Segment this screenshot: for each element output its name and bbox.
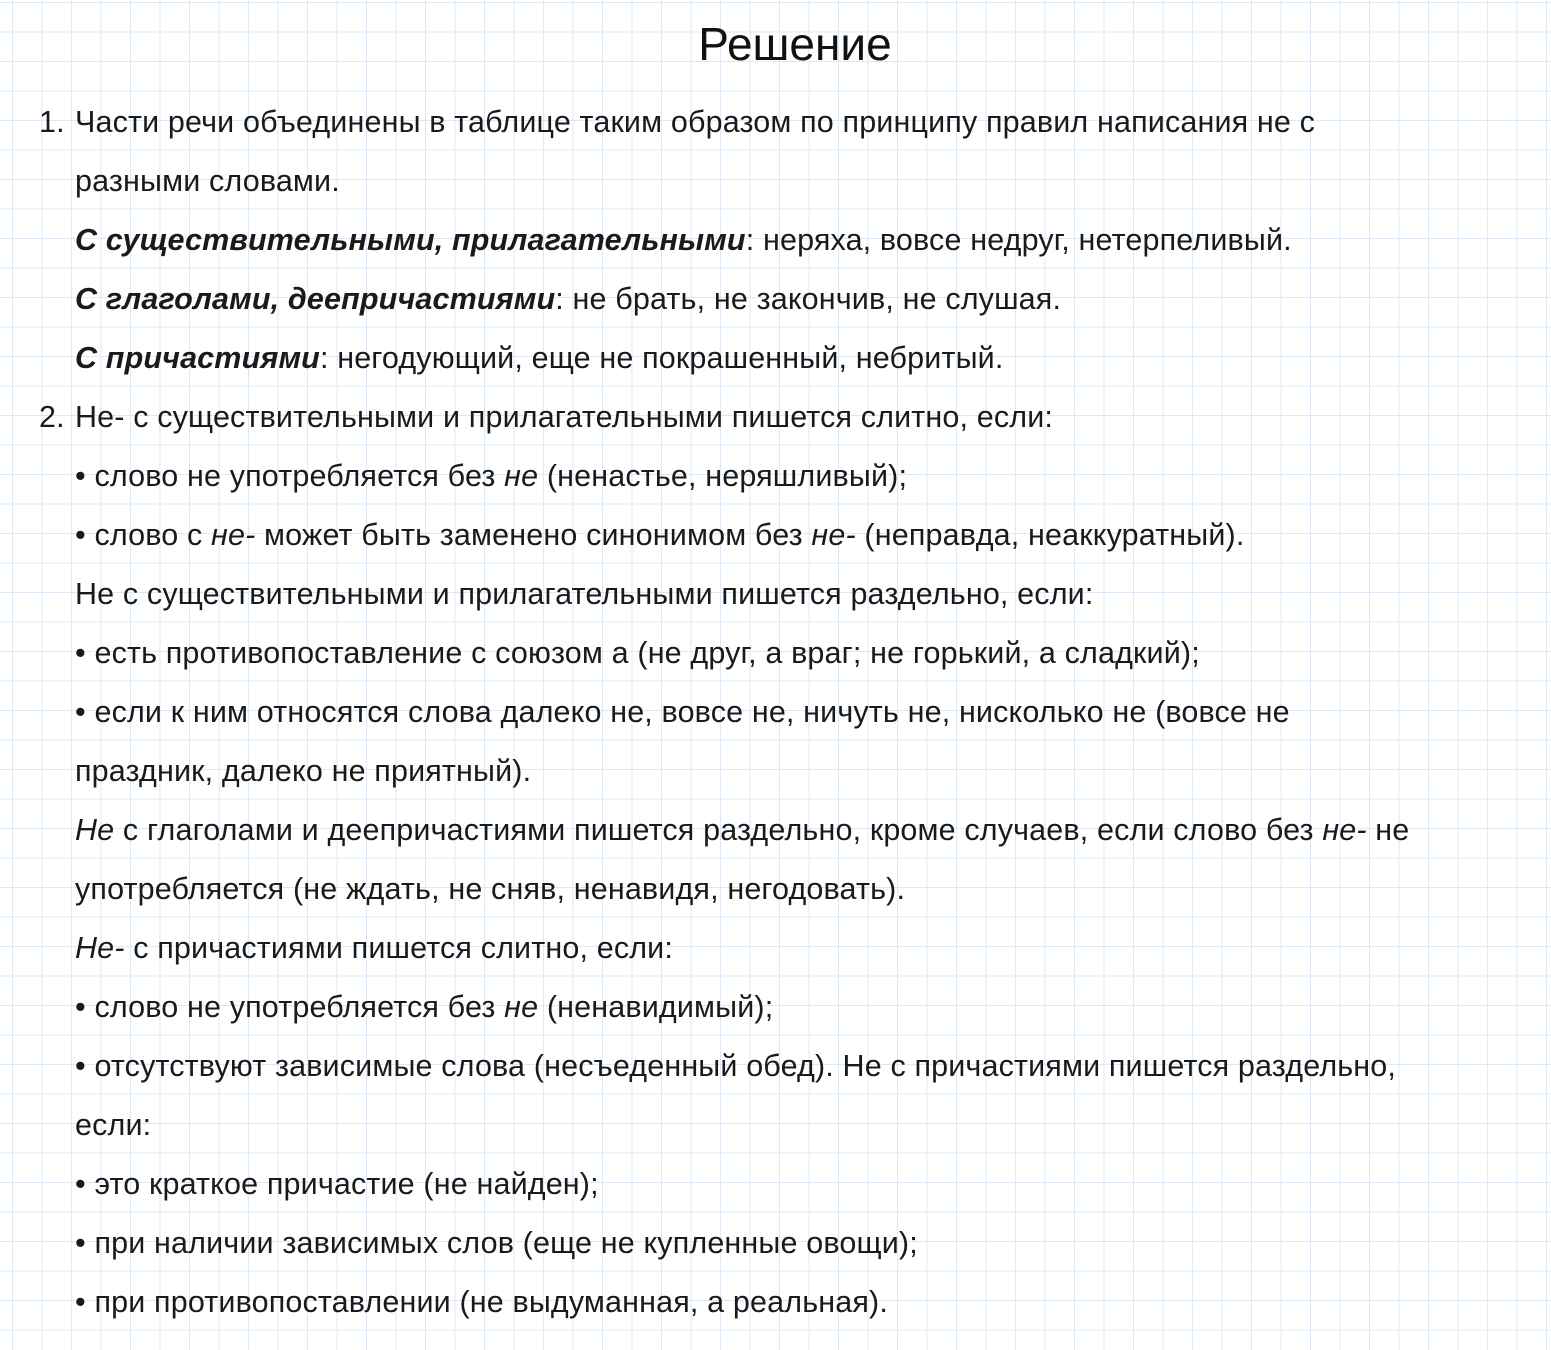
item2-text: • при наличии зависимых слов (еще не купленные овощи); <box>75 1226 918 1260</box>
item2-text: употребляется (не ждать, не сняв, ненавидя, негодовать). <box>75 872 906 906</box>
item2-text: • отсутствуют зависимые слова (несъеденный обед). Не с причастиями пишется раздельно, <box>75 1049 1397 1083</box>
item1-number: 1. <box>39 105 65 139</box>
item2-text: • при противопоставлении (не выдуманная, а реальная). <box>75 1285 888 1319</box>
item2-line-3 <box>0 506 1551 565</box>
solution-body <box>0 93 1551 1332</box>
item2-line-15 <box>0 1214 1551 1273</box>
item1-intro-a: Части речи объединены в таблице таким образом по принципу правил написания не с <box>75 105 1316 139</box>
item1-line-1 <box>0 93 1551 152</box>
item1-group-verbs-gerunds <box>0 270 1551 329</box>
item2-line-12 <box>0 1037 1551 1096</box>
group1-label: С существительными, прилагательными <box>75 223 746 257</box>
item2-line-5 <box>0 624 1551 683</box>
item2-text: (ненастье, неряшливый); <box>538 459 908 493</box>
item2-text: Не- с существительными и прилагательными пишется слитно, если: <box>75 400 1054 434</box>
group3-label: С причастиями <box>75 341 320 375</box>
item2-text: не <box>1366 813 1410 847</box>
item2-text: • если к ним относятся слова далеко не, вовсе не, ничуть не, нисколько не (вовсе не <box>75 695 1290 729</box>
item2-text: (неправда, неаккуратный). <box>855 518 1245 552</box>
italic-ne: не <box>504 990 539 1024</box>
item2-text: • слово не употребляется без <box>75 459 505 493</box>
item2-line-1 <box>0 388 1551 447</box>
item2-line-2 <box>0 447 1551 506</box>
italic-ne: не- <box>811 518 856 552</box>
italic-ne: не- <box>1322 813 1367 847</box>
item2-line-11 <box>0 978 1551 1037</box>
group2-examples: : не брать, не закончив, не слушая. <box>555 282 1062 316</box>
item1-intro-b: разными словами. <box>75 164 340 198</box>
item2-line-10 <box>0 919 1551 978</box>
item1-group-nouns-adjectives <box>0 211 1551 270</box>
item2-line-14 <box>0 1155 1551 1214</box>
item1-line-2 <box>0 152 1551 211</box>
item2-line-16 <box>0 1273 1551 1332</box>
group2-label: С глаголами, деепричастиями <box>75 282 556 316</box>
group3-examples: : негодующий, еще не покрашенный, небритый. <box>319 341 1004 375</box>
item2-line-13 <box>0 1096 1551 1155</box>
item2-text: (ненавидимый); <box>538 990 774 1024</box>
group1-examples: : неряха, вовсе недруг, нетерпеливый. <box>745 223 1292 257</box>
item2-text: праздник, далеко не приятный). <box>75 754 532 788</box>
item2-text: • есть противопоставление с союзом а (не друг, а враг; не горький, а сладкий); <box>75 636 1200 670</box>
item2-line-9 <box>0 860 1551 919</box>
item2-text: может быть заменено синонимом без <box>255 518 812 552</box>
item2-line-4 <box>0 565 1551 624</box>
item2-text: • это краткое причастие (не найден); <box>75 1167 599 1201</box>
item2-text: если: <box>75 1108 152 1142</box>
item2-text: Не с существительными и прилагательными пишется раздельно, если: <box>75 577 1094 611</box>
item2-line-7 <box>0 742 1551 801</box>
italic-ne: не- <box>211 518 256 552</box>
item2-text: • слово с <box>75 518 212 552</box>
item2-text: с глаголами и деепричастиями пишется раздельно, кроме случаев, если слово без <box>114 813 1323 847</box>
item2-line-8 <box>0 801 1551 860</box>
item2-text: • слово не употребляется без <box>75 990 505 1024</box>
item2-line-6 <box>0 683 1551 742</box>
item2-number: 2. <box>39 400 65 434</box>
page-title: Решение <box>698 18 892 70</box>
item2-text: с причастиями пишется слитно, если: <box>124 931 673 965</box>
italic-ne: Не <box>75 813 115 847</box>
italic-ne: не <box>504 459 539 493</box>
italic-ne: Не- <box>75 931 125 965</box>
item1-group-participles <box>0 329 1551 388</box>
